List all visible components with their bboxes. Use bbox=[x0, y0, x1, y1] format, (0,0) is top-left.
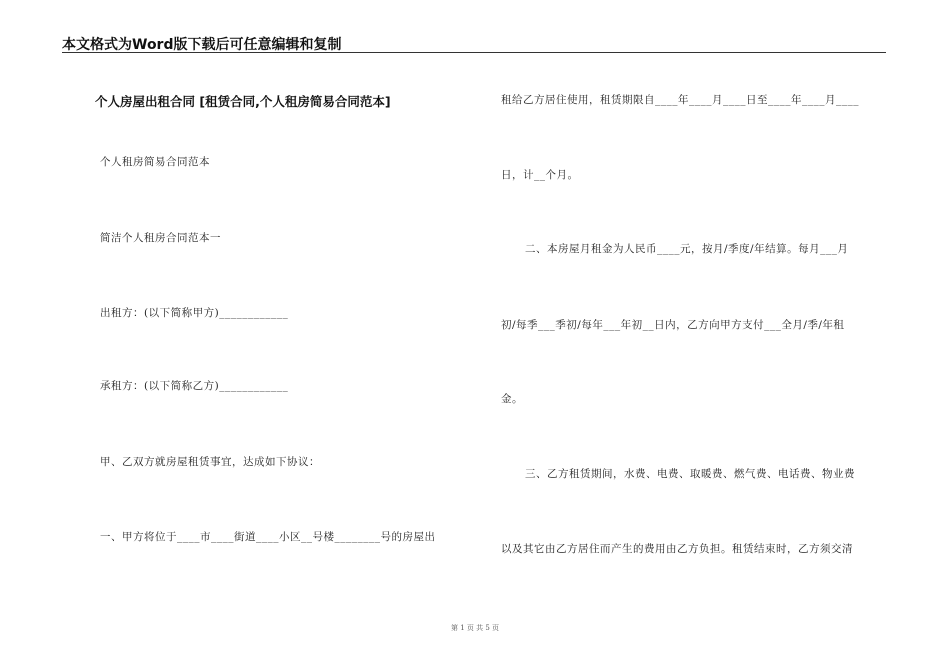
left-line-2: 简洁个人租房合同范本一 bbox=[100, 232, 221, 244]
right-line-5: 金。 bbox=[501, 393, 523, 405]
right-line-4: 初/每季___季初/每年___年初__日内，乙方向甲方支付___全月/季/年租 bbox=[501, 319, 845, 331]
right-line-6: 三、乙方租赁期间，水费、电费、取暖费、燃气费、电话费、物业费 bbox=[525, 468, 855, 480]
header-text: 本文格式为Word版下载后可任意编辑和复制 bbox=[62, 37, 342, 53]
left-line-6: 一、甲方将位于____市____街道____小区__号楼________号的房屋出 bbox=[100, 531, 436, 543]
right-line-1: 租给乙方居住使用，租赁期限自____年____月____日至____年____月____ bbox=[501, 94, 859, 106]
left-line-3: 出租方：(以下简称甲方)____________ bbox=[100, 307, 289, 319]
left-line-5: 甲、乙双方就房屋租赁事宜，达成如下协议： bbox=[100, 456, 320, 468]
left-line-1: 个人租房简易合同范本 bbox=[100, 156, 210, 168]
right-line-3: 二、本房屋月租金为人民币____元，按月/季度/年结算。每月___月 bbox=[525, 243, 849, 255]
right-line-2: 日，计__个月。 bbox=[501, 169, 579, 181]
document-title: 个人房屋出租合同 [租赁合同,个人租房简易合同范本] bbox=[95, 94, 391, 109]
right-line-7: 以及其它由乙方居住而产生的费用由乙方负担。租赁结束时，乙方须交清 bbox=[501, 543, 853, 555]
document-header bbox=[62, 30, 886, 53]
page-indicator: 第 1 页 共 5 页 bbox=[450, 624, 500, 632]
left-line-4: 承租方：(以下简称乙方)____________ bbox=[100, 380, 289, 392]
